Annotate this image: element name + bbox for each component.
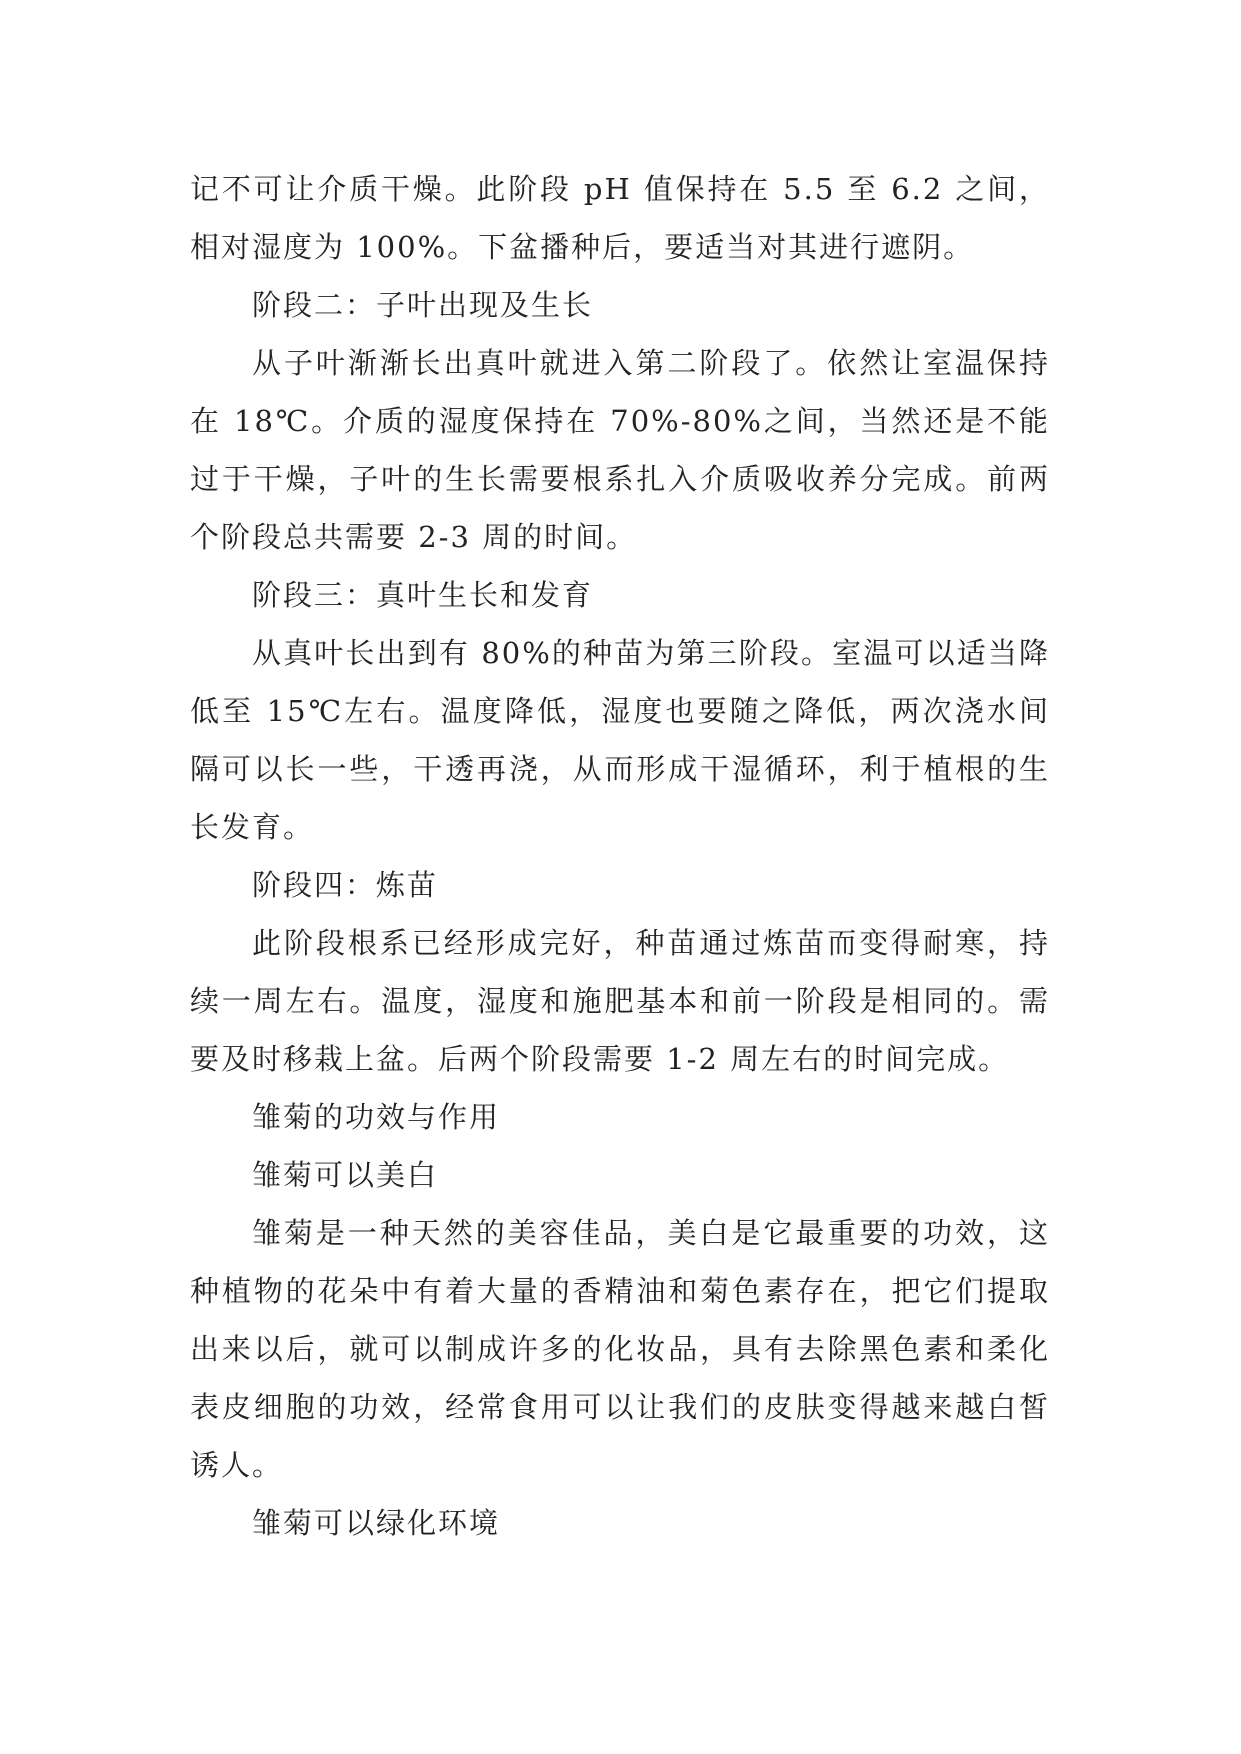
paragraph-stage4: 此阶段根系已经形成完好，种苗通过炼苗而变得耐寒，持续一周左右。温度，湿度和施肥基本和前一阶段是相同的。需要及时移栽上盆。后两个阶段需要 1-2 周左右的时间完成。 [190, 926, 1050, 1076]
paragraph-stage3: 从真叶长出到有 80%的种苗为第三阶段。室温可以适当降低至 15℃左右。温度降低，湿度也要随之降低，两次浇水间隔可以长一些，干透再浇，从而形成干湿循环，利于植根的生长发育。 [190, 636, 1050, 844]
heading-whitening: 雏菊可以美白 [252, 1158, 439, 1192]
heading-stage2: 阶段二：子叶出现及生长 [252, 288, 594, 322]
document-body [190, 160, 1050, 1552]
paragraph-stage2: 从子叶渐渐长出真叶就进入第二阶段了。依然让室温保持在 18℃。介质的湿度保持在 70%-80%之间，当然还是不能过于干燥，子叶的生长需要根系扎入介质吸收养分完成。前两个阶段总共需要 2-3 周的时间。 [190, 346, 1050, 554]
heading-greening: 雏菊可以绿化环境 [252, 1506, 501, 1540]
heading-stage4: 阶段四：炼苗 [252, 868, 439, 902]
heading-stage3: 阶段三：真叶生长和发育 [252, 578, 594, 612]
heading-effects: 雏菊的功效与作用 [252, 1100, 501, 1134]
paragraph-whitening: 雏菊是一种天然的美容佳品，美白是它最重要的功效，这种植物的花朵中有着大量的香精油和菊色素存在，把它们提取出来以后，就可以制成许多的化妆品，具有去除黑色素和柔化表皮细胞的功效，经常食用可以让我们的皮肤变得越来越白皙诱人。 [190, 1216, 1050, 1482]
paragraph-stage1-conditions: 记不可让介质干燥。此阶段 pH 值保持在 5.5 至 6.2 之间，相对湿度为 100%。下盆播种后，要适当对其进行遮阴。 [190, 172, 1050, 264]
